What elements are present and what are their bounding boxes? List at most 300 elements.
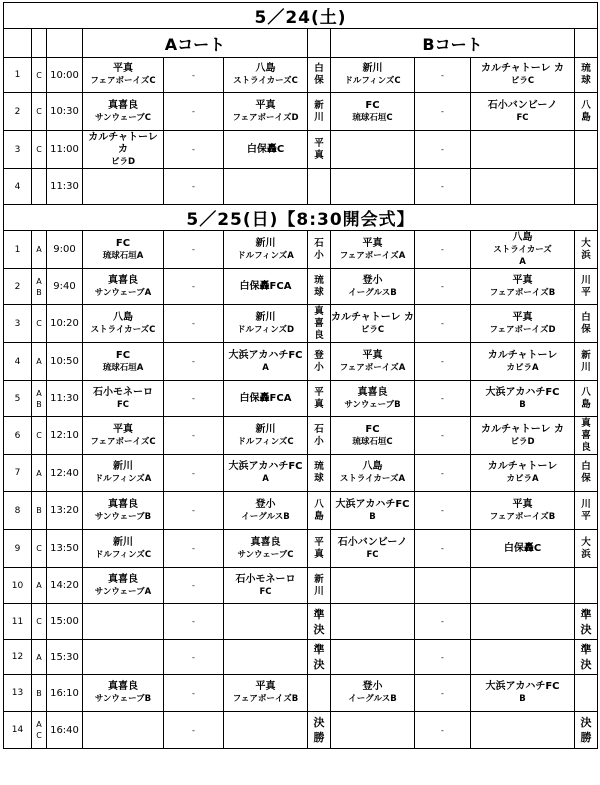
court-b-separator: -	[415, 530, 471, 568]
match-time: 10:30	[47, 93, 83, 131]
court-b-separator: -	[415, 231, 471, 269]
text-line: ビラC	[510, 76, 535, 86]
class-code	[32, 58, 47, 93]
class-code	[32, 530, 47, 568]
match-row	[4, 131, 598, 169]
text-line: 石小バンビーノ	[487, 99, 558, 111]
text-line: 島	[314, 510, 324, 522]
court-a-referee	[308, 305, 331, 343]
text-line: 石小モネーロ	[93, 386, 153, 398]
match-time: 15:30	[47, 640, 83, 675]
day2-title: 5／25(日)【8:30開会式】	[4, 205, 598, 231]
text-line: 決	[313, 658, 325, 671]
court-a-separator: -	[164, 343, 224, 381]
court-a-separator: -	[164, 712, 224, 749]
court-b-team-2	[471, 93, 575, 131]
text-line: 白	[581, 311, 591, 323]
court-b-separator: -	[415, 492, 471, 530]
court-b-referee	[575, 455, 598, 492]
text-line: A	[36, 388, 42, 398]
court-a-referee	[308, 381, 331, 417]
court-b-team-1	[331, 675, 415, 712]
text-line: イーグルスB	[241, 511, 290, 522]
text-line: カルチャトーレ	[487, 461, 558, 472]
text-line: 登小	[362, 681, 383, 692]
court-a-referee	[308, 530, 331, 568]
court-b-team-1	[331, 231, 415, 269]
court-a-separator: -	[164, 131, 224, 169]
court-b-referee	[575, 343, 598, 381]
court-b-separator: -	[415, 417, 471, 455]
text-line: 平真	[255, 99, 276, 111]
text-line: 琉	[581, 63, 591, 74]
court-b-header: Bコート	[331, 29, 575, 58]
match-number: 2	[4, 93, 32, 131]
match-number: 13	[4, 675, 32, 712]
match-time: 15:00	[47, 604, 83, 640]
text-line: 八島	[512, 231, 533, 243]
text-line: フェアボーイズD	[489, 324, 556, 335]
text-line: フェアボーイズC	[90, 76, 156, 86]
court-b-separator: -	[415, 343, 471, 381]
text-line: 決	[580, 658, 592, 671]
match-row	[4, 231, 598, 269]
text-line: 琉球石垣C	[352, 112, 393, 123]
text-line: 決	[313, 716, 325, 729]
text-line: 白保轟C	[503, 542, 542, 554]
text-line: C	[36, 319, 42, 328]
class-code	[32, 568, 47, 604]
text-line: 登	[314, 349, 324, 361]
text-line: 真喜良	[108, 274, 138, 286]
class-code	[32, 305, 47, 343]
text-line: フェアボーイズB	[232, 694, 299, 704]
schedule-sheet	[3, 2, 597, 749]
match-time: 11:30	[47, 381, 83, 417]
court-a-separator: -	[164, 675, 224, 712]
match-time: 13:50	[47, 530, 83, 568]
text-line: サンウェーブB	[94, 511, 152, 522]
court-a-team-1	[83, 231, 164, 269]
court-a-team-1	[83, 58, 164, 93]
court-a-team-1	[83, 530, 164, 568]
court-a-team-2	[224, 604, 308, 640]
blank-cell	[47, 29, 83, 58]
text-line: FC	[259, 586, 272, 597]
text-line: A	[36, 581, 42, 590]
text-line: 平真	[512, 274, 533, 286]
class-code	[32, 417, 47, 455]
text-line: 浜	[581, 548, 591, 560]
text-line: 良	[581, 441, 591, 453]
court-b-separator: -	[415, 712, 471, 749]
text-line: 八島	[113, 311, 133, 323]
match-row	[4, 455, 598, 492]
text-line: 琉球石垣C	[352, 436, 393, 447]
text-line: フェアボーイズC	[90, 436, 156, 447]
text-line: 勝	[313, 731, 325, 744]
court-a-team-1	[83, 675, 164, 712]
court-a-separator: -	[164, 381, 224, 417]
court-a-referee	[308, 712, 331, 749]
text-line: 真喜良	[108, 681, 138, 692]
court-b-team-2	[471, 712, 575, 749]
blank-cell	[308, 29, 331, 58]
court-b-team-2	[471, 381, 575, 417]
court-a-referee	[308, 131, 331, 169]
court-b-team-2	[471, 492, 575, 530]
court-b-referee	[575, 417, 598, 455]
class-code	[32, 675, 47, 712]
text-line: 平	[314, 386, 324, 398]
text-line: A	[262, 362, 269, 373]
class-code	[32, 381, 47, 417]
class-code	[32, 131, 47, 169]
text-line: 小	[314, 361, 324, 373]
court-b-team-1	[331, 417, 415, 455]
text-line: 新川	[113, 536, 133, 548]
text-line: A	[262, 474, 269, 484]
match-time: 9:40	[47, 269, 83, 305]
text-line: フェアボーイズD	[232, 112, 299, 123]
court-a-separator: -	[164, 604, 224, 640]
text-line: C	[36, 145, 42, 154]
blank-cell	[4, 29, 32, 58]
court-b-team-2	[471, 604, 575, 640]
text-line: 平真	[113, 63, 133, 74]
text-line: FC	[365, 423, 380, 435]
text-line: 石	[314, 423, 324, 435]
court-b-team-2	[471, 58, 575, 93]
text-line: 喜	[581, 429, 591, 441]
text-line: ドルフィンズA	[94, 474, 152, 484]
text-line: 平真	[512, 498, 533, 510]
text-line: ストライカーズA	[339, 474, 406, 484]
court-b-separator: -	[415, 169, 471, 205]
text-line: 石	[314, 237, 324, 249]
blank-cell	[575, 29, 598, 58]
court-a-team-2	[224, 305, 308, 343]
text-line: 大	[581, 237, 591, 249]
text-line: 平	[581, 510, 591, 522]
court-a-team-1	[83, 343, 164, 381]
text-line: 大浜アカハチFC	[485, 386, 560, 398]
text-line: 琉球石垣A	[102, 250, 144, 261]
court-b-team-1	[331, 131, 415, 169]
text-line: 平真	[255, 681, 276, 692]
text-line: 喜	[314, 317, 324, 329]
court-b-referee	[575, 530, 598, 568]
text-line: ビラC	[360, 324, 385, 335]
court-b-separator: -	[415, 269, 471, 305]
court-a-team-1	[83, 640, 164, 675]
match-row	[4, 675, 598, 712]
court-a-team-2	[224, 455, 308, 492]
match-row	[4, 269, 598, 305]
court-b-referee	[575, 131, 598, 169]
text-line: 浜	[581, 249, 591, 261]
text-line: 平真	[512, 311, 533, 323]
text-line: カビラA	[506, 474, 539, 484]
court-b-separator: -	[415, 640, 471, 675]
court-b-separator: -	[415, 58, 471, 93]
court-b-team-2	[471, 343, 575, 381]
court-a-referee	[308, 169, 331, 205]
match-time: 16:10	[47, 675, 83, 712]
text-line: 平	[581, 286, 591, 298]
court-b-team-1	[331, 712, 415, 749]
text-line: 勝	[580, 731, 592, 744]
court-b-team-1	[331, 604, 415, 640]
text-line: 大浜アカハチFC	[228, 461, 303, 472]
blank-cell	[32, 29, 47, 58]
match-number: 7	[4, 455, 32, 492]
court-b-separator: -	[415, 455, 471, 492]
text-line: C	[36, 107, 42, 116]
text-line: ストライカーズ	[493, 244, 552, 255]
court-a-team-2	[224, 93, 308, 131]
class-code	[32, 492, 47, 530]
match-number: 1	[4, 231, 32, 269]
court-b-referee	[575, 381, 598, 417]
court-a-team-2	[224, 131, 308, 169]
text-line: 小	[314, 249, 324, 261]
text-line: イーグルスB	[348, 287, 397, 298]
match-time: 10:00	[47, 58, 83, 93]
text-line: 準	[580, 643, 592, 656]
text-line: 準	[580, 607, 592, 621]
court-a-team-1	[83, 131, 164, 169]
text-line: C	[36, 617, 42, 626]
text-line: 真	[314, 398, 324, 410]
court-a-separator: -	[164, 640, 224, 675]
text-line: 川	[581, 361, 591, 373]
text-line: カルチャトーレ カ	[88, 131, 158, 155]
court-a-team-1	[83, 305, 164, 343]
court-a-header: Aコート	[83, 29, 308, 58]
text-line: 川	[314, 111, 324, 123]
court-a-separator: -	[164, 492, 224, 530]
court-b-separator: -	[415, 604, 471, 640]
text-line: 平真	[113, 423, 133, 435]
court-b-separator: -	[415, 131, 471, 169]
text-line: 琉球石垣A	[102, 362, 144, 373]
match-number: 3	[4, 131, 32, 169]
text-line: 球	[314, 286, 324, 298]
text-line: A	[36, 245, 42, 254]
text-line: B	[36, 399, 42, 409]
court-b-team-2	[471, 640, 575, 675]
court-b-separator: -	[415, 93, 471, 131]
text-line: A	[36, 276, 42, 286]
match-row	[4, 530, 598, 568]
text-line: 石小バンビーノ	[337, 536, 408, 548]
court-a-team-1	[83, 381, 164, 417]
match-time: 14:20	[47, 568, 83, 604]
text-line: 決	[313, 622, 325, 636]
text-line: 新川	[255, 237, 276, 249]
court-b-team-2	[471, 530, 575, 568]
text-line: 大浜アカハチFC	[228, 349, 303, 361]
text-line: 保	[581, 323, 591, 335]
text-line: 球	[314, 473, 324, 484]
text-line: サンウェーブB	[344, 399, 401, 410]
text-line: FC	[116, 399, 130, 410]
text-line: 白	[581, 461, 591, 472]
court-a-separator: -	[164, 231, 224, 269]
court-b-team-2	[471, 131, 575, 169]
court-a-team-1	[83, 604, 164, 640]
class-code	[32, 455, 47, 492]
match-row	[4, 604, 598, 640]
court-a-team-1	[83, 93, 164, 131]
court-b-referee	[575, 231, 598, 269]
court-a-separator: -	[164, 568, 224, 604]
text-line: B	[519, 694, 526, 704]
text-line: FC	[516, 112, 529, 123]
court-a-team-1	[83, 417, 164, 455]
court-a-referee	[308, 492, 331, 530]
match-number: 8	[4, 492, 32, 530]
text-line: 新川	[362, 63, 383, 74]
court-a-separator: -	[164, 93, 224, 131]
text-line: カルチャトーレ カ	[481, 63, 564, 74]
court-a-separator: -	[164, 169, 224, 205]
text-line: FC	[115, 349, 131, 361]
court-a-team-2	[224, 269, 308, 305]
text-line: B	[36, 287, 42, 297]
text-line: ビラD	[110, 156, 136, 167]
schedule-table	[3, 2, 598, 749]
court-b-team-1	[331, 93, 415, 131]
court-b-referee	[575, 269, 598, 305]
text-line: A	[36, 652, 42, 662]
match-row	[4, 712, 598, 749]
court-a-separator: -	[164, 305, 224, 343]
text-line: 新	[314, 573, 324, 585]
text-line: フェアボーイズB	[489, 287, 556, 298]
court-b-team-2	[471, 269, 575, 305]
court-b-team-1	[331, 568, 415, 604]
text-line: 新	[581, 349, 591, 361]
text-line: 保	[581, 473, 591, 484]
text-line: ドルフィンズC	[237, 436, 294, 447]
court-a-team-1	[83, 712, 164, 749]
match-number: 6	[4, 417, 32, 455]
text-line: 真	[581, 417, 591, 429]
court-b-referee	[575, 93, 598, 131]
match-time: 11:00	[47, 131, 83, 169]
court-a-team-2	[224, 58, 308, 93]
text-line: 登小	[255, 498, 276, 510]
court-b-team-1	[331, 530, 415, 568]
match-time: 10:50	[47, 343, 83, 381]
text-line: サンウェーブA	[94, 586, 152, 597]
text-line: 決	[580, 622, 592, 636]
court-a-team-1	[83, 269, 164, 305]
text-line: FC	[365, 99, 380, 111]
court-b-separator: -	[415, 305, 471, 343]
text-line: C	[36, 431, 42, 440]
text-line: 八	[581, 386, 591, 398]
text-line: 石小モネーロ	[235, 573, 296, 585]
court-a-team-2	[224, 231, 308, 269]
court-a-team-2	[224, 381, 308, 417]
court-b-team-2	[471, 455, 575, 492]
class-code	[32, 169, 47, 205]
text-line: 八	[314, 498, 324, 510]
court-a-team-1	[83, 455, 164, 492]
text-line: C	[36, 544, 42, 553]
text-line: 白	[314, 63, 324, 74]
text-line: 大	[581, 536, 591, 548]
court-a-team-2	[224, 568, 308, 604]
court-a-referee	[308, 58, 331, 93]
text-line: 真喜良	[357, 386, 388, 398]
text-line: A	[519, 256, 526, 267]
match-number: 1	[4, 58, 32, 93]
text-line: 真	[314, 305, 324, 317]
court-b-team-1	[331, 169, 415, 205]
text-line: 保	[314, 75, 324, 86]
match-row	[4, 492, 598, 530]
court-a-referee	[308, 455, 331, 492]
court-a-separator: -	[164, 269, 224, 305]
text-line: 琉	[314, 274, 324, 286]
text-line: A	[36, 468, 42, 478]
match-row	[4, 640, 598, 675]
text-line: 白保轟C	[246, 143, 285, 155]
court-a-referee	[308, 675, 331, 712]
court-b-separator	[415, 568, 471, 604]
court-a-referee	[308, 568, 331, 604]
court-b-separator: -	[415, 381, 471, 417]
class-code	[32, 604, 47, 640]
text-line: 準	[313, 643, 325, 656]
court-a-separator: -	[164, 58, 224, 93]
match-number: 2	[4, 269, 32, 305]
text-line: カルチャトーレ	[487, 349, 558, 361]
text-line: B	[519, 399, 526, 410]
court-b-team-1	[331, 381, 415, 417]
court-b-referee	[575, 492, 598, 530]
court-a-team-2	[224, 530, 308, 568]
text-line: 球	[581, 75, 591, 86]
court-b-team-1	[331, 58, 415, 93]
match-number: 10	[4, 568, 32, 604]
match-time: 13:20	[47, 492, 83, 530]
court-a-team-1	[83, 568, 164, 604]
text-line: C	[36, 731, 42, 740]
text-line: 新	[314, 99, 324, 111]
text-line: サンウェーブB	[94, 694, 152, 704]
court-a-referee	[308, 93, 331, 131]
court-b-team-2	[471, 568, 575, 604]
match-number: 14	[4, 712, 32, 749]
court-a-team-2	[224, 640, 308, 675]
text-line: 真喜良	[108, 99, 138, 111]
text-line: サンウェーブA	[94, 287, 152, 298]
court-b-team-1	[331, 343, 415, 381]
court-b-referee	[575, 58, 598, 93]
court-a-referee	[308, 640, 331, 675]
text-line: B	[36, 688, 42, 698]
match-number: 12	[4, 640, 32, 675]
text-line: イーグルスB	[348, 694, 397, 704]
text-line: 小	[314, 435, 324, 447]
class-code	[32, 231, 47, 269]
match-number: 4	[4, 343, 32, 381]
